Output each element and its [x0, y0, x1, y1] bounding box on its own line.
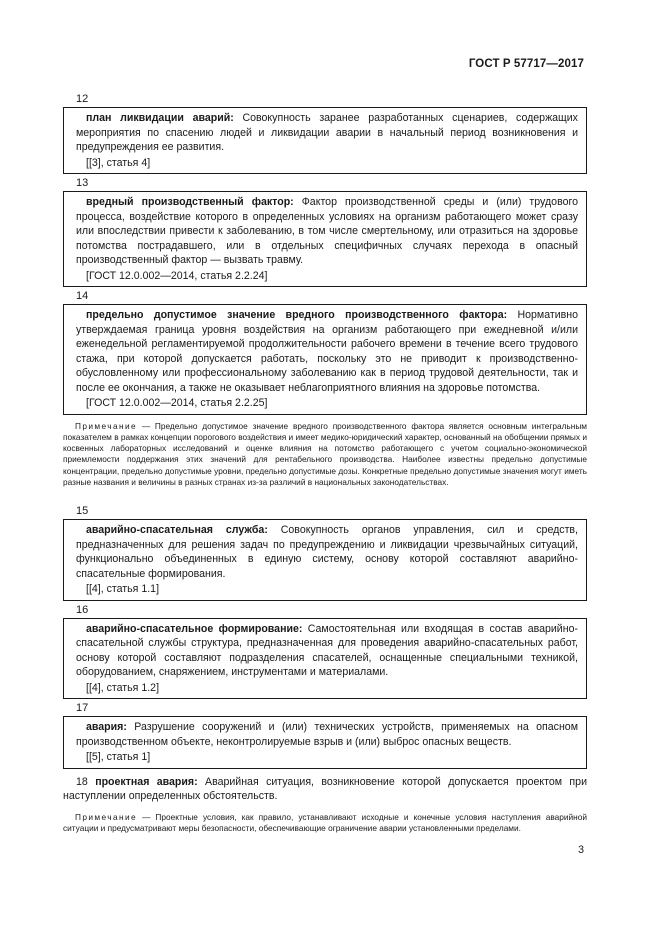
term-definition: Совокупность заранее разработанных сценариев, содержащих мероприятия по спасению людей и ликвидации аварии в начальный период возникновения и предупреждения ее развития. — [76, 112, 578, 153]
page-number: 3 — [578, 844, 584, 856]
term-definition: Самостоятельная или входящая в состав аварийно-спасательной службы структура, предназначенная для проведения аварийно-спасательных работ, основу которой составляют подразделения спасателей, оснащенные специальными техникой, оборудованием, снаряжением, инструментами и материалами. — [76, 622, 578, 679]
entry-number: 17 — [76, 702, 89, 715]
term-title: авария: — [86, 721, 127, 734]
document-body — [63, 92, 587, 834]
term-source: [[5], статья 1] — [86, 751, 151, 764]
term-entry-box — [63, 191, 587, 287]
term-title: план ликвидации аварий: — [86, 112, 234, 124]
term-entry-box — [63, 716, 587, 769]
term-title: аварийно-спасательное формирование: — [86, 622, 303, 635]
term-title: вредный производственный фактор: — [86, 196, 294, 208]
term-entry-box — [63, 618, 587, 700]
term-source: [[4], статья 1.2] — [86, 681, 160, 694]
note-label: Примечание — [75, 811, 138, 822]
term-source: [[3], статья 4] — [86, 156, 151, 169]
entry-number: 18 — [76, 775, 88, 788]
term-definition: Нормативно утверждаемая граница уровня воздействия на организм работающего при ежедневной и/или еженедельной регламентируемой продолжительности рабочего времени в течение всего трудового стажа, при которой допускается работать, поскольку это не приводит к производственно-обусловленному или профессиональному заболеванию как в период трудовой деятельности, так и после ее окончания, а также не оказывает неблагоприятного влияния на здоровье потомства. — [76, 309, 578, 394]
note — [63, 812, 587, 835]
note-text: — Предельно допустимое значение вредного производственного фактора является основным интегральным показателем в рамках концепции порогового воздействия и имеет медико-юридический характер, основанный на обобщении прямых и косвенных лабораторных исследований и оценке влияния на потомство работающего с учетом социально-экономической приемлемости поддержания этих значений для рентабельного производства. Наиболее известны предельно допустимые концентрации, предельно допустимые уровни, предельно допустимые дозы. Конкретные предельно допустимые значения могут иметь разные названия и величины в разных странах из-за различий в национальных законодательствах. — [63, 420, 587, 487]
term-definition: Фактор производственной среды и (или) трудового процесса, воздействие которого в определенных условиях на организм работающего может сразу или впоследствии привести к заболеванию, в том числе смертельному, или отразиться на здоровье потомства пострадавшего, или в отдельных специфичных случаях перехода в опасный производственный фактор — вызвать травму. — [76, 196, 579, 266]
entry-number: 14 — [76, 290, 89, 302]
term-source: [[4], статья 1.1] — [86, 583, 160, 596]
entry-number: 15 — [76, 505, 89, 518]
term-definition: Разрушение сооружений и (или) технических устройств, применяемых на опасном производственном объекте, неконтролируемые взрыв и (или) выброс опасных веществ. — [76, 721, 578, 748]
term-source: [ГОСТ 12.0.002—2014, статья 2.2.24] — [86, 269, 268, 282]
term-title: аварийно-спасательная служба: — [86, 524, 268, 537]
note-label: Примечание — [75, 420, 138, 431]
term-source: [ГОСТ 12.0.002—2014, статья 2.2.25] — [86, 397, 268, 409]
note — [63, 421, 587, 489]
term-entry-box — [63, 107, 587, 174]
entry-number: 12 — [76, 93, 89, 105]
term-definition: Совокупность органов управления, сил и средств, предназначенных для решения задач по предупреждению и ликвидации чрезвычайных ситуаций, функционально объединенных в единую систему, основу которой составляют аварийно-спасательные формирования. — [76, 524, 578, 580]
term-entry-box — [63, 304, 587, 415]
entry-number: 16 — [76, 603, 89, 616]
term-entry-plain — [63, 775, 587, 804]
term-entry-box — [63, 519, 587, 601]
note-text: — Проектные условия, как правило, устанавливают исходные и конечные условия наступления аварийной ситуации и предусматривают меры безопасности, обеспечивающие ограничение аварии установленными пределами. — [63, 811, 587, 834]
term-title: проектная авария: — [95, 775, 198, 788]
entry-number: 13 — [76, 177, 89, 189]
term-definition: Аварийная ситуация, возникновение которой допускается проектом при наступлении определенных обстоятельств. — [63, 775, 587, 803]
document-id: ГОСТ Р 57717—2017 — [468, 58, 584, 70]
term-title: предельно допустимое значение вредного производственного фактора: — [86, 309, 508, 321]
